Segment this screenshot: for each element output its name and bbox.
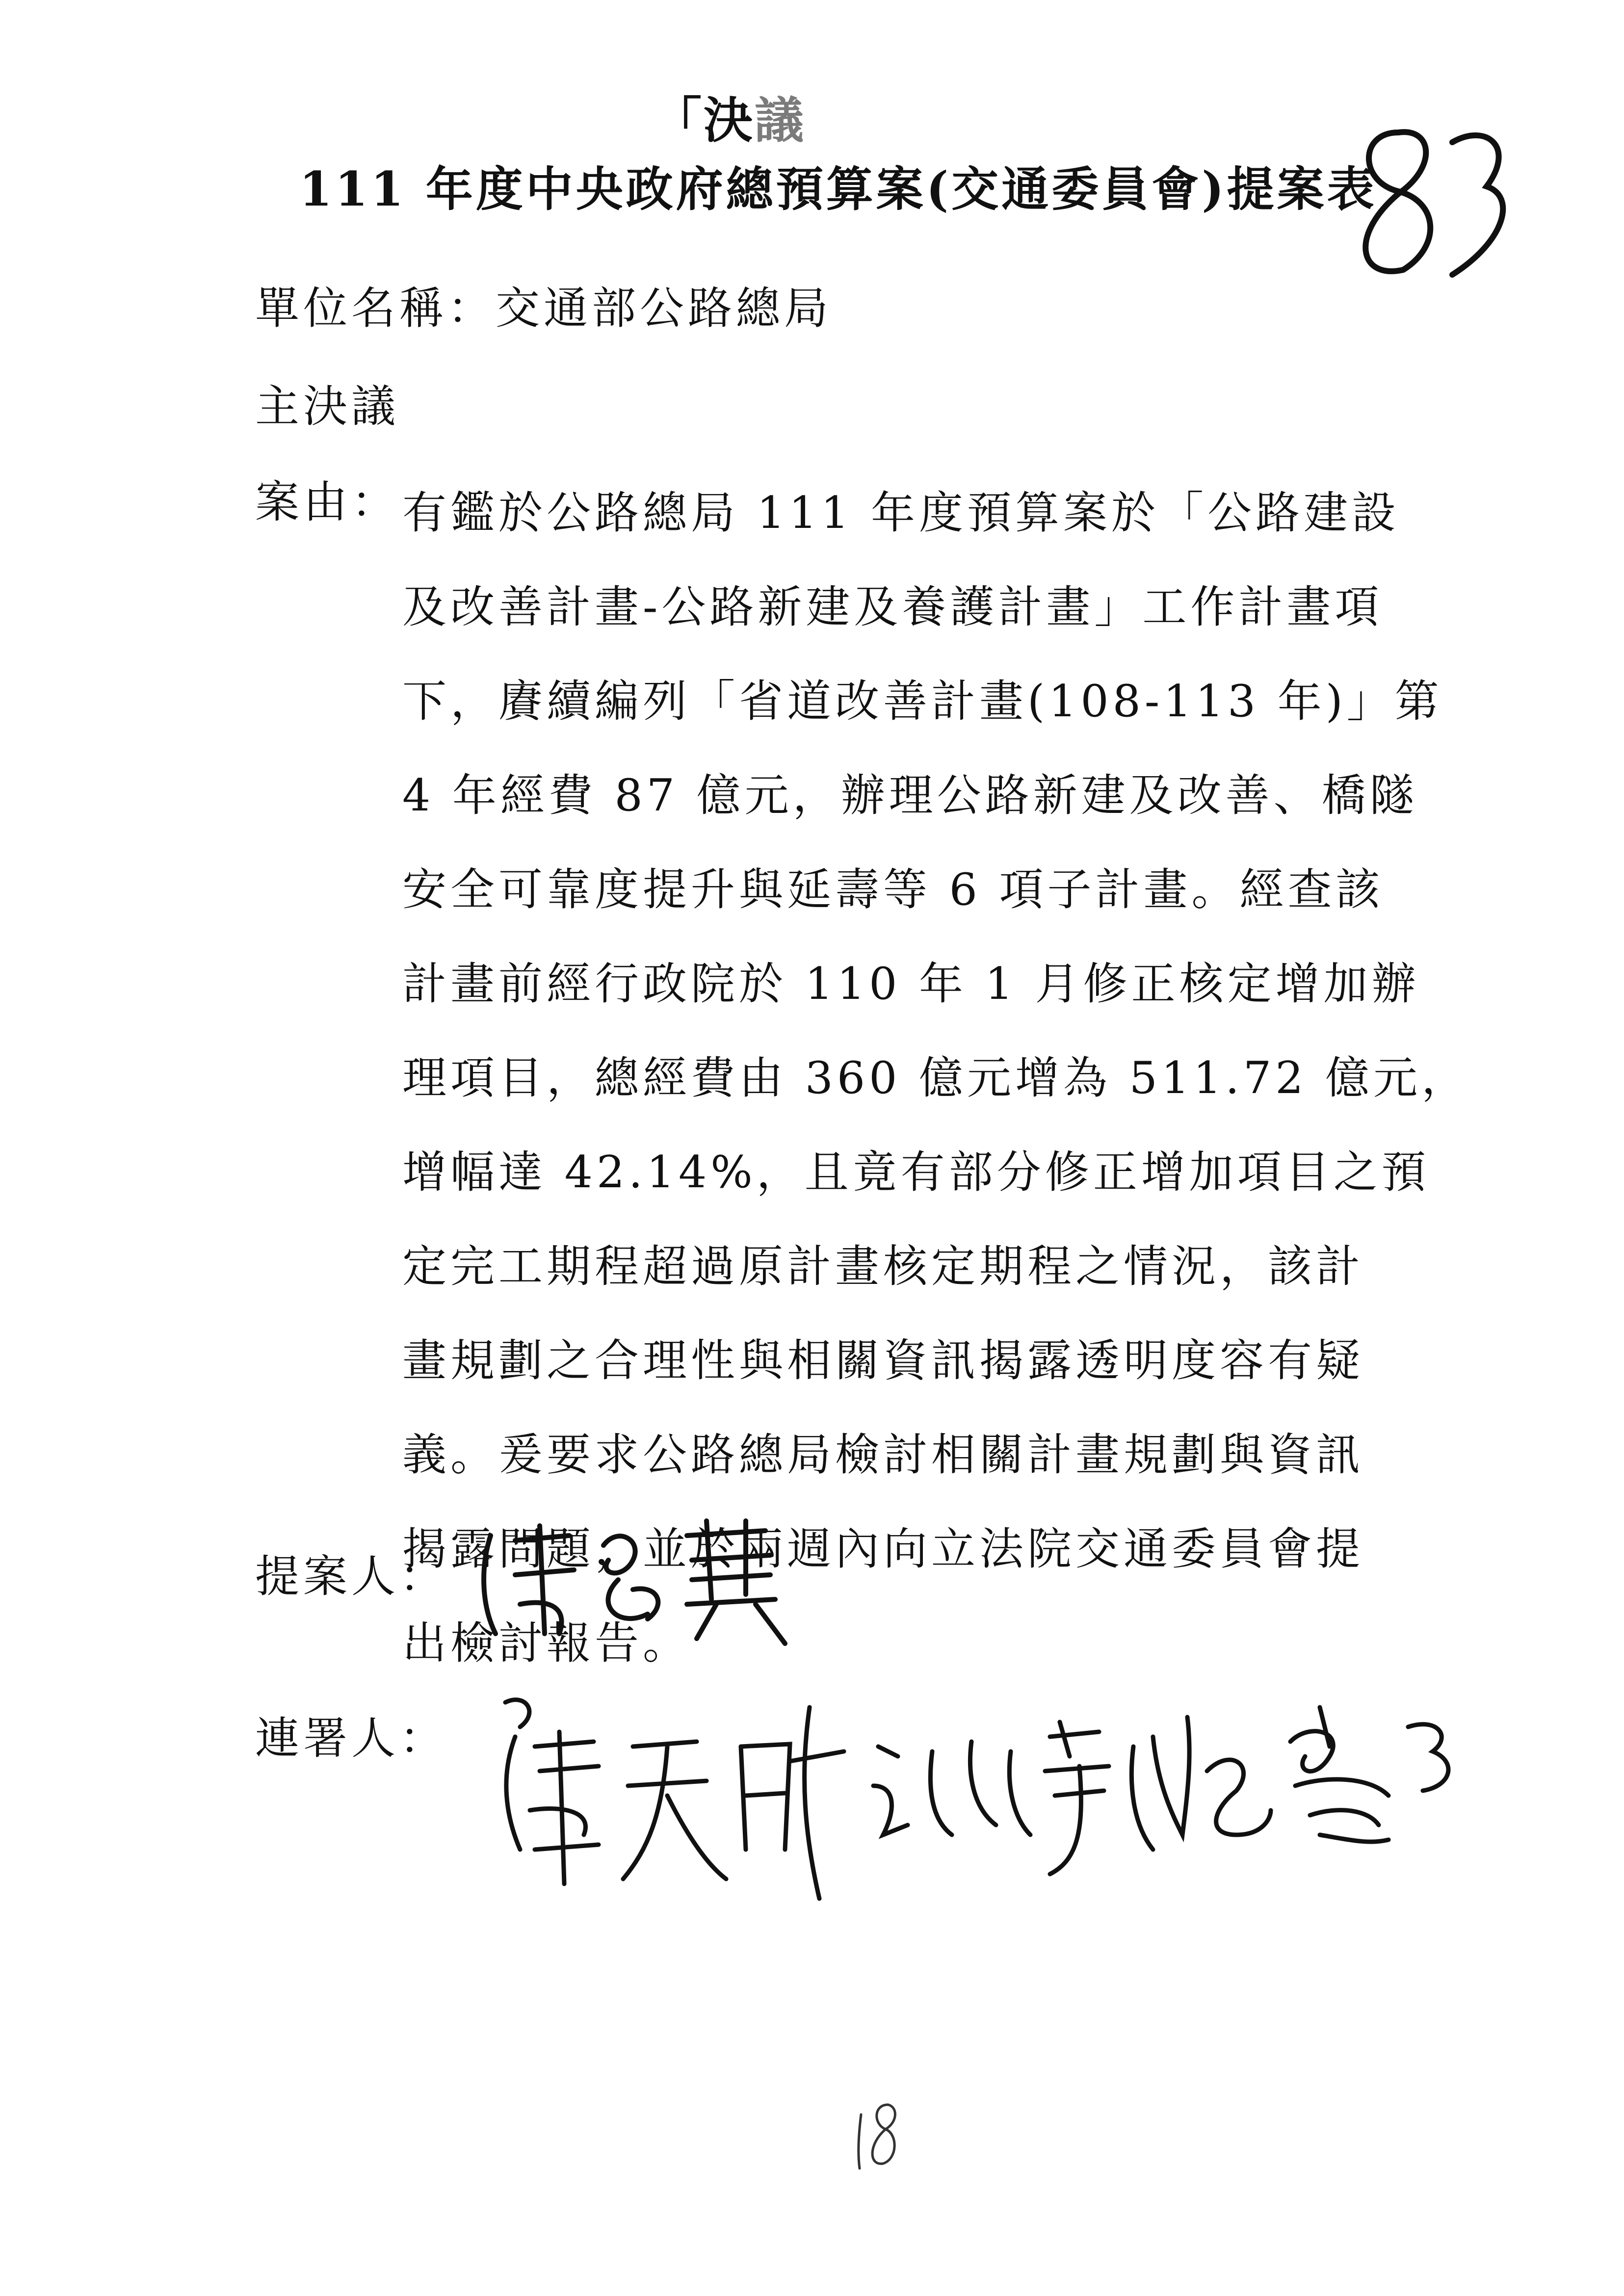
- reason-line: 4 年經費 87 億元，辦理公路新建及改善、橋隧: [402, 770, 1418, 821]
- reason-label: 案由：: [255, 476, 399, 528]
- handwritten-number-83: [1339, 113, 1526, 289]
- reason-line: 有鑑於公路總局 111 年度預算案於「公路建設: [402, 487, 1400, 539]
- proposer-signature: [471, 1506, 814, 1653]
- reason-line: 安全可靠度提升與延壽等 6 項子計畫。經查該: [402, 864, 1384, 915]
- reason-line: 理項目，總經費由 360 億元增為 511.72 億元，: [402, 1052, 1470, 1104]
- main-resolution-heading: 主決議: [255, 381, 399, 432]
- reason-line: 出檢討報告。: [402, 1618, 691, 1669]
- cosigner-label: 連署人：: [255, 1713, 447, 1764]
- stamp-text-faded: 議: [755, 91, 806, 149]
- unit-name-line: 單位名稱：交通部公路總局: [255, 283, 832, 334]
- document-title: 111 年度中央政府總預算案(交通委員會)提案表: [299, 161, 1377, 217]
- handwritten-page-number: [849, 2095, 908, 2178]
- proposer-label: 提案人：: [255, 1551, 447, 1602]
- reason-line: 下，賡續編列「省道改善計畫(108-113 年)」第: [402, 676, 1443, 727]
- reason-line: 增幅達 42.14%，且竟有部分修正增加項目之預: [402, 1147, 1430, 1198]
- reason-line: 義。爰要求公路總局檢討相關計畫規劃與資訊: [402, 1429, 1364, 1481]
- cosigner-signature-3: [1114, 1688, 1467, 1874]
- reason-line: 畫規劃之合理性與相關資訊揭露透明度容有疑: [402, 1335, 1364, 1386]
- reason-line: 及改善計畫-公路新建及養護計畫」工作計畫項: [402, 581, 1383, 633]
- reason-line: 定完工期程超過原計畫核定期程之情況，該計: [402, 1241, 1364, 1292]
- cosigner-signature-1: [486, 1688, 859, 1908]
- reason-line: 揭露問題，並於兩週內向立法院交通委員會提: [402, 1523, 1364, 1575]
- stamp-text-main: 「決: [653, 91, 755, 149]
- cosigner-signature-2: [864, 1712, 1128, 1889]
- resolution-stamp: [653, 81, 806, 152]
- reason-line: 計畫前經行政院於 110 年 1 月修正核定增加辦: [402, 958, 1420, 1010]
